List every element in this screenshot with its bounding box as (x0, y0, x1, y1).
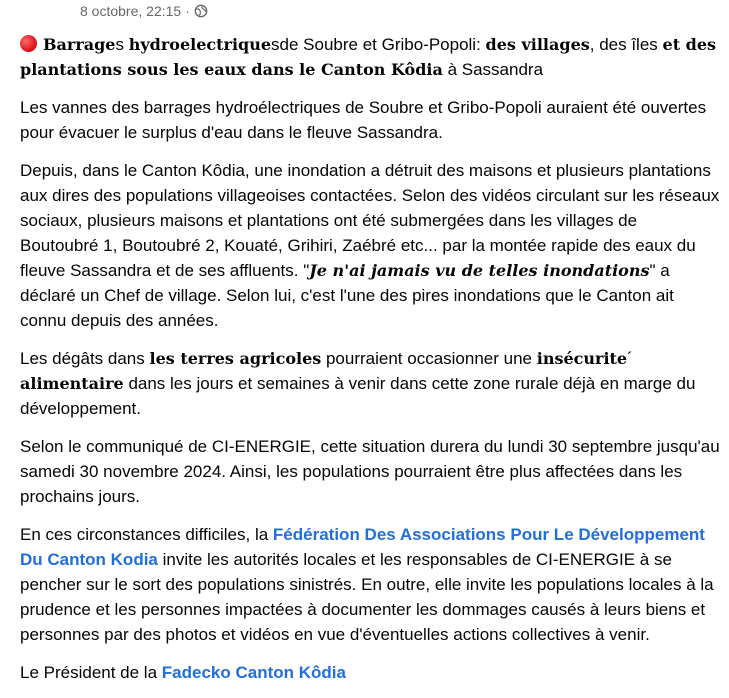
post-meta (80, 3, 208, 19)
p3-bold-f: alimentaire (20, 374, 124, 393)
headline-text-5: de Soubre et Gribo-Popoli: (279, 35, 486, 54)
post-body (20, 32, 720, 698)
headline-text-7: , des îles (589, 35, 663, 54)
p2-text-b: " a déclaré un Chef de village. Selon lui, c'est l'une des pires inondations que le Canton ait connu depuis des années. (20, 261, 674, 330)
p3-text-c: pourraient occasionner une (321, 349, 537, 368)
post-headline (20, 32, 720, 82)
headline-text-4: s (271, 35, 280, 54)
paragraph-6 (20, 660, 720, 685)
p3-bold-d: insécurite (536, 349, 628, 368)
paragraph-1: Les vannes des barrages hydroélectriques de Soubre et Gribo-Popoli auraient été ouvertes pour évacuer le surplus d'eau dans le fleuve Sassandra. (20, 98, 707, 142)
headline-bold-1: Barrage (43, 35, 116, 54)
p3-bold-b: les terres agricoles (149, 349, 322, 368)
headline-text-9: à Sassandra (442, 60, 544, 79)
post-timestamp[interactable]: 8 octobre, 22:15 (80, 3, 182, 19)
fadecko-page-link[interactable]: Fadecko Canton Kôdia (161, 663, 346, 682)
paragraph-2 (20, 158, 720, 333)
headline-bold-6: des villages (485, 35, 590, 54)
federation-page-link[interactable]: Fédération Des Associations Pour Le Développement Du Canton Kodia (20, 525, 705, 569)
headline-bold-8: et des plantations sous les eaux dans le Canton Kôdia (20, 35, 717, 79)
headline-text-2: s (115, 35, 124, 54)
p2-text-a: Depuis, dans le Canton Kôdia, une inondation a détruit des maisons et plusieurs plantations aux dires des populations villageoises contactées. Selon des vidéos circulant sur les réseaux sociaux, plusieurs maisons et plantations ont été submergées dans les villages de Boutoubré 1, Boutoubré 2, Kouaté, Grihiri, Zaébré etc... par la montée rapide des eaux du fleuve Sassandra et de ses affluents. " (20, 161, 720, 280)
p6-text-a: Le Président de la (20, 663, 162, 682)
paragraph-4: Selon le communiqué de CI-ENERGIE, cette situation durera du lundi 30 septembre jusqu'au samedi 30 novembre 2024. Ainsi, les populations pourraient être plus affectées dans les prochains jours. (20, 437, 720, 506)
p3-text-g: dans les jours et semaines à venir dans cette zone rurale déjà en marge du développement. (20, 374, 696, 418)
p5-text-a: En ces circonstances difficiles, la (20, 525, 273, 544)
p5-text-b: invite les autorités locales et les responsables de CI-ENERGIE à se pencher sur le sort des populations sinistrés. En outre, elle invite les populations locales à la prudence et les personnes impactées à documenter les dommages causés à leurs biens et personnes par des photos et vidéos en vue d'éventuelles actions collectives à venir. (20, 550, 714, 644)
headline-bold-3: hydroelectrique (128, 35, 272, 54)
red-circle-icon (20, 35, 37, 52)
globe-icon (194, 4, 208, 18)
paragraph-3 (20, 346, 720, 421)
p3-text-a: Les dégâts dans (20, 349, 150, 368)
paragraph-5 (20, 522, 720, 647)
meta-separator: · (185, 3, 190, 19)
p2-quote: Je n'ai jamais vu de telles inondations (309, 261, 650, 280)
p3-text-e: ´ (627, 349, 633, 368)
